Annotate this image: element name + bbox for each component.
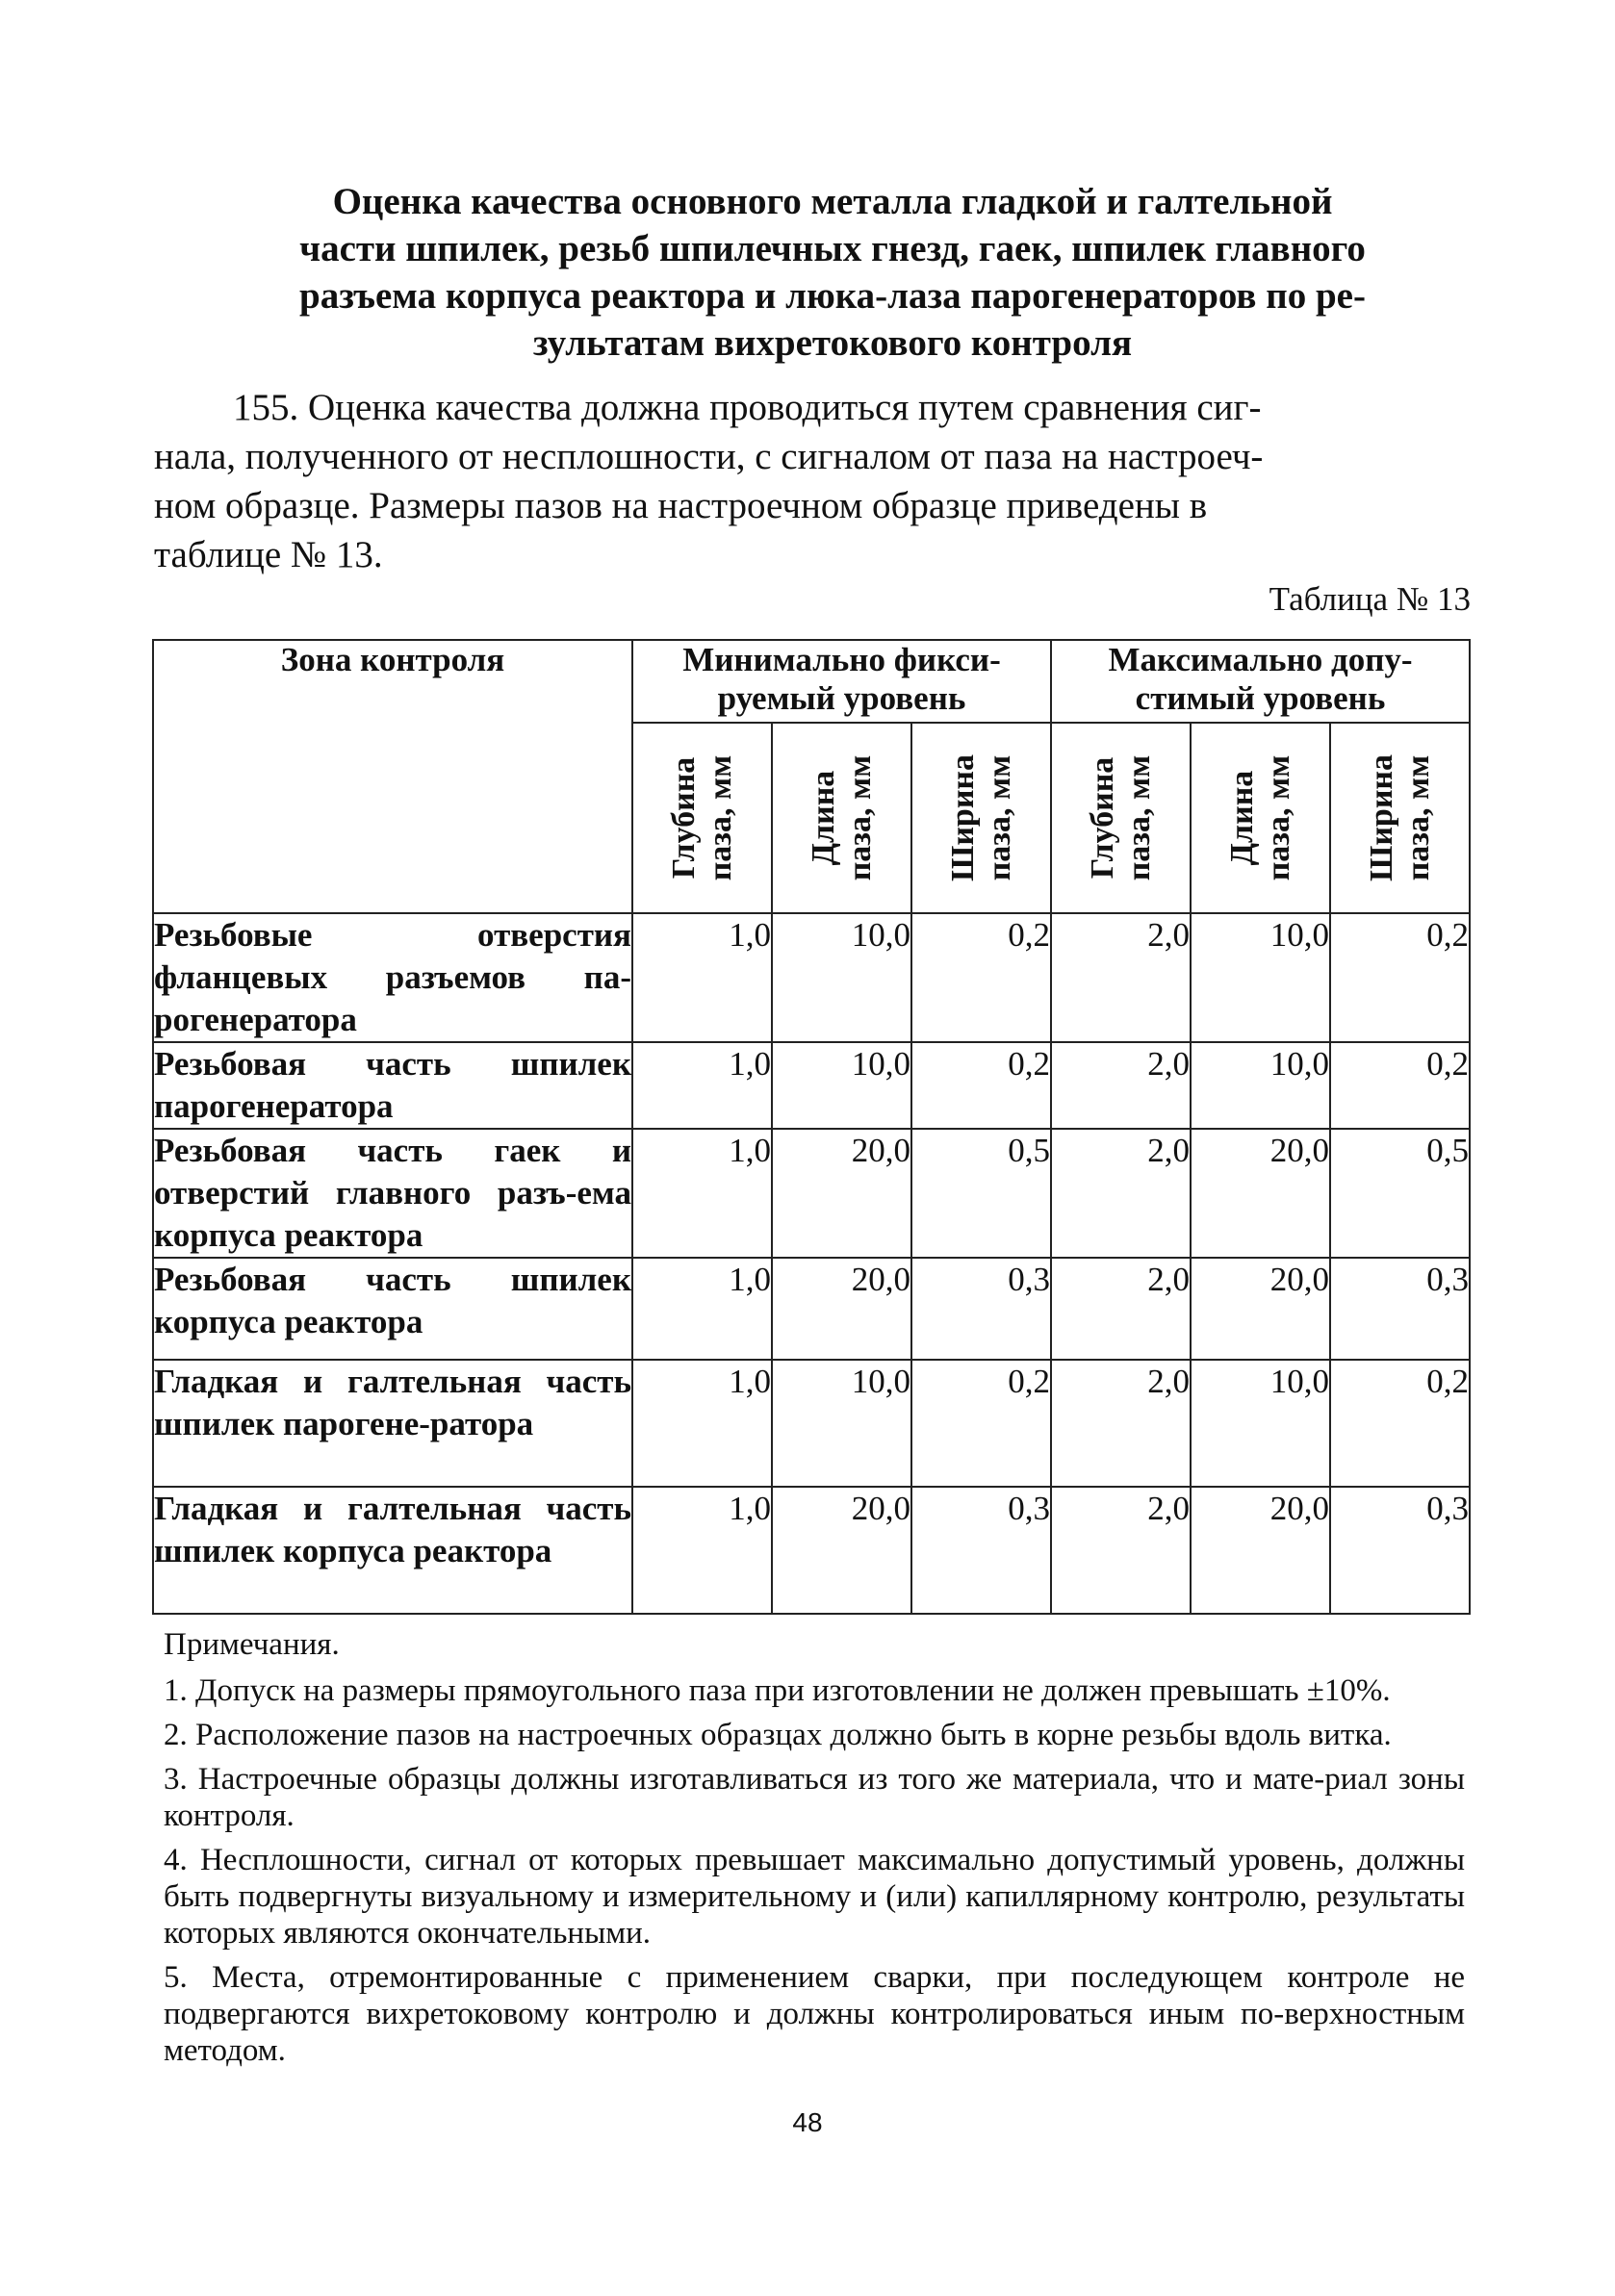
title-line: зультатам вихретокового контроля	[532, 322, 1133, 364]
value-cell: 0,2	[911, 913, 1051, 1042]
table-row	[153, 913, 1470, 1042]
note-item: 4. Несплошности, сигнал от которых превышает максимально допустимый уровень, должны быть подвергнуты визуальному и измерительному и (или) капиллярному контролю, результаты которых являются окончательными.	[164, 1843, 1465, 1951]
table-row	[153, 1487, 1470, 1614]
zone-header: Зона контроля	[153, 640, 632, 913]
notes-heading: Примечания.	[164, 1627, 340, 1662]
value-cell: 20,0	[772, 1258, 911, 1360]
table-caption: Таблица № 13	[1269, 580, 1471, 618]
note-item: 1. Допуск на размеры прямоугольного паза при изготовлении не должен превышать ±10%.	[164, 1673, 1391, 1708]
value-cell: 20,0	[1191, 1258, 1330, 1360]
value-cell: 20,0	[1191, 1487, 1330, 1614]
value-cell: 2,0	[1051, 1360, 1191, 1487]
value-cell: 0,3	[911, 1258, 1051, 1360]
table-row	[153, 1360, 1470, 1487]
table-row	[153, 1042, 1470, 1129]
notes-block	[164, 1626, 1465, 2077]
value-cell: 0,3	[1330, 1258, 1470, 1360]
zone-cell: Гладкая и галтельная часть шпилек корпуса реактора	[153, 1487, 632, 1614]
value-cell: 10,0	[772, 1360, 911, 1487]
zone-cell: Резьбовая часть шпилек парогенератора	[153, 1042, 632, 1129]
note-item: 2. Расположение пазов на настроечных образцах должно быть в корне резьбы вдоль витка.	[164, 1718, 1392, 1752]
value-cell: 1,0	[632, 1042, 772, 1129]
note-item: 3. Настроечные образцы должны изготавливаться из того же материала, что и мате-риал зоны контроля.	[164, 1762, 1465, 1833]
value-cell: 1,0	[632, 1258, 772, 1360]
paragraph-line: ном образце. Размеры пазов на настроечном образце приведены в	[154, 485, 1208, 526]
value-cell: 20,0	[772, 1129, 911, 1258]
note-item: 5. Места, отремонтированные с применением сварки, при последующем контроле не подвергаются вихретоковому контролю и должны контролироваться иным по-верхностным методом.	[164, 1960, 1465, 2068]
paragraph-155	[154, 383, 1471, 579]
value-cell: 0,2	[911, 1360, 1051, 1487]
value-cell: 10,0	[1191, 1360, 1330, 1487]
group-header-max: Максимально допу-стимый уровень	[1051, 640, 1470, 723]
title-line: Оценка качества основного металла гладкой и галтельной	[332, 181, 1333, 222]
subcol-header: Глубина паза, мм	[632, 723, 772, 913]
value-cell: 0,5	[911, 1129, 1051, 1258]
value-cell: 0,2	[1330, 913, 1470, 1042]
value-cell: 2,0	[1051, 1129, 1191, 1258]
subcol-header: Ширина паза, мм	[911, 723, 1051, 913]
value-cell: 2,0	[1051, 1487, 1191, 1614]
value-cell: 20,0	[1191, 1129, 1330, 1258]
value-cell: 1,0	[632, 1360, 772, 1487]
subcol-header: Ширина паза, мм	[1330, 723, 1470, 913]
zone-cell: Резьбовые отверстия фланцевых разъемов па-рогенератора	[153, 913, 632, 1042]
value-cell: 10,0	[772, 913, 911, 1042]
value-cell: 20,0	[772, 1487, 911, 1614]
value-cell: 2,0	[1051, 1042, 1191, 1129]
value-cell: 0,3	[1330, 1487, 1470, 1614]
section-title	[192, 178, 1473, 367]
paragraph-line: нала, полученного от несплошности, с сигналом от паза на настроеч-	[154, 436, 1264, 477]
paragraph-line: 155. Оценка качества должна проводиться путем сравнения сиг-	[233, 387, 1262, 428]
slots-table	[152, 639, 1471, 1615]
zone-cell: Резьбовая часть шпилек корпуса реактора	[153, 1258, 632, 1360]
subcol-header: Длина паза, мм	[1191, 723, 1330, 913]
value-cell: 0,2	[911, 1042, 1051, 1129]
value-cell: 10,0	[772, 1042, 911, 1129]
value-cell: 2,0	[1051, 913, 1191, 1042]
table-row	[153, 1129, 1470, 1258]
value-cell: 2,0	[1051, 1258, 1191, 1360]
value-cell: 1,0	[632, 1129, 772, 1258]
value-cell: 1,0	[632, 913, 772, 1042]
subcol-header: Длина паза, мм	[772, 723, 911, 913]
value-cell: 0,2	[1330, 1360, 1470, 1487]
value-cell: 10,0	[1191, 913, 1330, 1042]
zone-cell: Резьбовая часть гаек и отверстий главного разъ-ема корпуса реактора	[153, 1129, 632, 1258]
title-line: части шпилек, резьб шпилечных гнезд, гаек, шпилек главного	[299, 228, 1366, 269]
value-cell: 10,0	[1191, 1042, 1330, 1129]
page-number: 48	[792, 2107, 823, 2137]
paragraph-line: таблице № 13.	[154, 534, 383, 575]
zone-cell: Гладкая и галтельная часть шпилек парогене-ратора	[153, 1360, 632, 1487]
table-row	[153, 1258, 1470, 1360]
title-line: разъема корпуса реактора и люка-лаза парогенераторов по ре-	[299, 275, 1366, 317]
value-cell: 0,2	[1330, 1042, 1470, 1129]
value-cell: 0,5	[1330, 1129, 1470, 1258]
value-cell: 0,3	[911, 1487, 1051, 1614]
subcol-header: Глубина паза, мм	[1051, 723, 1191, 913]
group-header-min: Минимально фикси-руемый уровень	[632, 640, 1051, 723]
value-cell: 1,0	[632, 1487, 772, 1614]
